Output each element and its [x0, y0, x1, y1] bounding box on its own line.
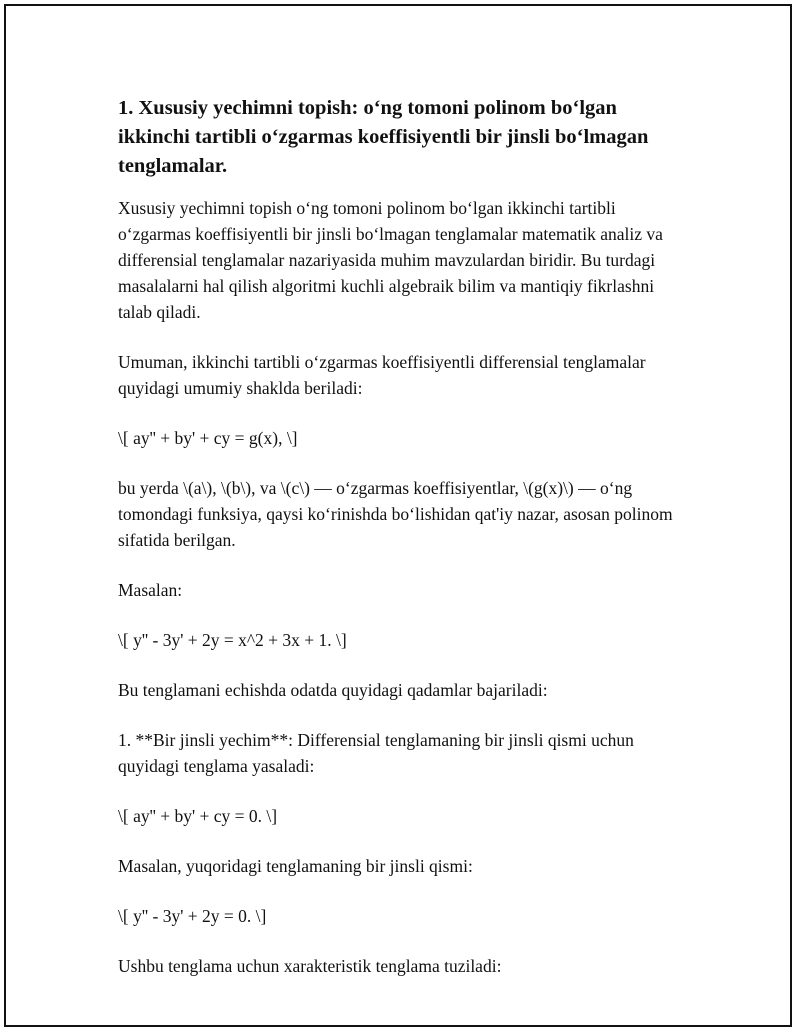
coefficients-paragraph: bu yerda \(a\), \(b\), va \(c\) — o‘zgarmas koeffisiyentlar, \(g(x)\) — o‘ng tomondagi funksiya, qaysi ko‘rinishda bo‘lishidan qat'iy nazar, asosan polinom sifatida berilgan.	[118, 478, 673, 550]
example-equation: \[ y'' - 3y' + 2y = x^2 + 3x + 1. \]	[118, 630, 347, 650]
characteristic-paragraph: Ushbu tenglama uchun xarakteristik tenglama tuziladi:	[118, 956, 502, 976]
document-body	[118, 94, 688, 1003]
general-equation: \[ ay'' + by' + cy = g(x), \]	[118, 428, 298, 448]
example-label: Masalan:	[118, 580, 183, 600]
step-one-paragraph: 1. **Bir jinsli yechim**: Differensial tenglamaning bir jinsli qismi uchun quyidagi tenglama yasaladi:	[118, 730, 634, 776]
section-heading: 1. Xususiy yechimni topish: o‘ng tomoni polinom bo‘lgan ikkinchi tartibli o‘zgarmas koeffisiyentli bir jinsli bo‘lmagan tenglamalar.	[118, 97, 649, 177]
homogeneous-example-equation: \[ y'' - 3y' + 2y = 0. \]	[118, 906, 267, 926]
homogeneous-equation: \[ ay'' + by' + cy = 0. \]	[118, 806, 278, 826]
steps-intro-paragraph: Bu tenglamani echishda odatda quyidagi qadamlar bajariladi:	[118, 680, 548, 700]
general-form-paragraph: Umuman, ikkinchi tartibli o‘zgarmas koeffisiyentli differensial tenglamalar quyidagi umumiy shaklda beriladi:	[118, 352, 646, 398]
homogeneous-example-paragraph: Masalan, yuqoridagi tenglamaning bir jinsli qismi:	[118, 856, 473, 876]
intro-paragraph: Xususiy yechimni topish o‘ng tomoni polinom bo‘lgan ikkinchi tartibli o‘zgarmas koeffisiyentli bir jinsli bo‘lmagan tenglamalar matematik analiz va differensial tenglamalar nazariyasida muhim mavzulardan biridir. Bu turdagi masalalarni hal qilish algoritmi kuchli algebraik bilim va mantiqiy fikrlashni talab qiladi.	[118, 198, 663, 322]
